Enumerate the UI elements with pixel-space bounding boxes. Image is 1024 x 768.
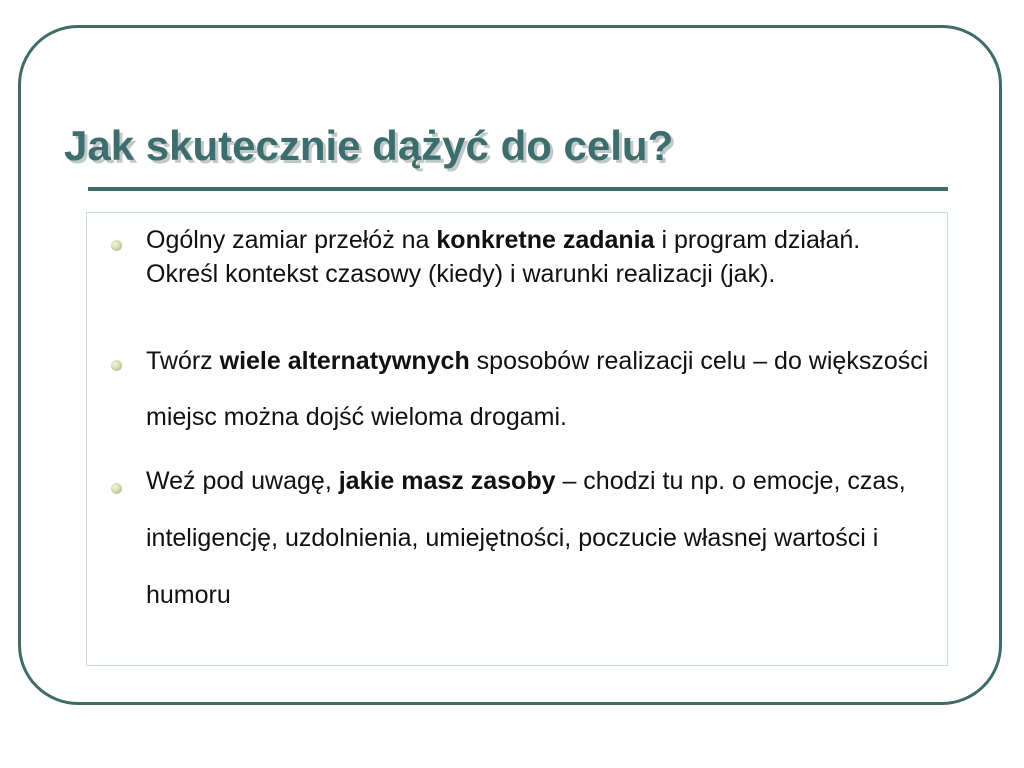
bullet-text-bold: wiele alternatywnych xyxy=(219,347,470,375)
bullet-dot-icon xyxy=(111,483,122,494)
bullet-text xyxy=(146,453,936,624)
bullet-text-bold: konkretne zadania xyxy=(436,226,655,254)
bullet-text xyxy=(146,223,936,291)
title-underline xyxy=(88,187,948,191)
bullet-text-regular: i program działań. Określ kontekst czasowy (kiedy) i warunki realizacji (jak). xyxy=(146,226,861,288)
bullet-text-regular: Ogólny zamiar przełóż na xyxy=(146,226,437,254)
content-box xyxy=(86,212,948,666)
bullet-text-regular: sposobów realizacji celu – do większości miejsc można dojść wieloma drogami. xyxy=(146,347,929,431)
bullet-text xyxy=(146,333,936,445)
bullet-text-regular: Weź pod uwagę, xyxy=(146,467,339,495)
slide-title: Jak skutecznie dążyć do celu? xyxy=(64,122,674,169)
bullet-text-regular: Twórz xyxy=(146,347,220,375)
bullet-dot-icon xyxy=(111,360,122,371)
bullet-dot-icon xyxy=(111,240,122,251)
bullet-text-bold: jakie masz zasoby xyxy=(338,467,556,495)
bullet-text-regular: – chodzi tu np. o emocje, czas, inteligencję, uzdolnienia, umiejętności, poczucie własnej wartości i humoru xyxy=(146,467,906,609)
